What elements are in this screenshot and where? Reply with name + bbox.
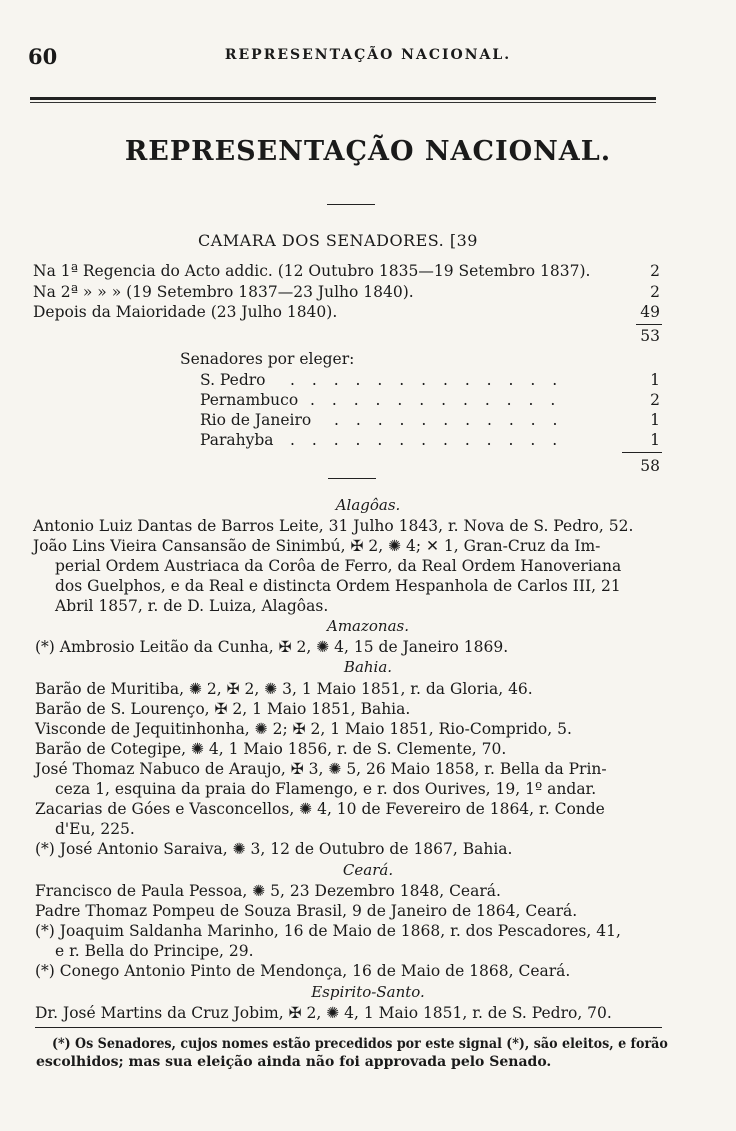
sum-rule bbox=[636, 324, 662, 325]
title-divider bbox=[327, 204, 375, 205]
entry-line: Zacarias de Góes e Vasconcellos, ✺ 4, 10 de Fevereiro de 1864, r. Conde bbox=[35, 800, 605, 818]
entry-line: (*) Conego Antonio Pinto de Mendonça, 16 de Maio de 1868, Ceará. bbox=[35, 962, 571, 980]
to-elect-count: 1 bbox=[650, 431, 660, 449]
section-heading-bahia: Bahia. bbox=[343, 658, 393, 676]
page-title: REPRESENTAÇÃO NACIONAL. bbox=[124, 136, 612, 167]
entry-line: João Lins Vieira Cansansão de Sinimbú, ✠ 2, ✺ 4; ✕ 1, Gran-Cruz da Im- bbox=[33, 537, 601, 555]
entry-line: Visconde de Jequitinhonha, ✺ 2; ✠ 2, 1 Maio 1851, Rio-Comprido, 5. bbox=[35, 720, 572, 738]
to-elect-count: 1 bbox=[650, 371, 660, 389]
entry-line: dos Guelphos, e da Real e distincta Ordem Hespanhola de Carlos III, 21 bbox=[55, 577, 621, 595]
leader-dots: . . . . . . . . . . . . . bbox=[290, 371, 564, 389]
subtotal: 53 bbox=[640, 327, 660, 345]
entry-line: Abril 1857, r. de D. Luiza, Alagôas. bbox=[55, 597, 329, 615]
entry-line: José Thomaz Nabuco de Araujo, ✠ 3, ✺ 5, 26 Maio 1858, r. Bella da Prin- bbox=[35, 760, 607, 778]
entry-line: Antonio Luiz Dantas de Barros Leite, 31 Julho 1843, r. Nova de S. Pedro, 52. bbox=[33, 517, 634, 535]
header-rule-thin bbox=[30, 102, 656, 103]
section-heading-espirito-santo: Espirito-Santo. bbox=[311, 983, 425, 1001]
section-divider bbox=[328, 478, 376, 479]
entry-line: (*) Ambrosio Leitão da Cunha, ✠ 2, ✺ 4, 15 de Janeiro 1869. bbox=[35, 638, 509, 656]
entry-line: ceza 1, esquina da praia do Flamengo, e r. dos Ourives, 19, 1º andar. bbox=[55, 780, 597, 798]
entry-line: d'Eu, 225. bbox=[55, 820, 135, 838]
regency-count: 2 bbox=[650, 262, 660, 280]
section-heading-ceara: Ceará. bbox=[342, 861, 394, 879]
section-heading-alagoas: Alagôas. bbox=[335, 496, 401, 514]
regency-count: 49 bbox=[640, 303, 660, 321]
leader-dots: . . . . . . . . . . . . . bbox=[290, 431, 564, 449]
regency-line: Na 1ª Regencia do Acto addic. (12 Outubro 1835—19 Setembro 1837). bbox=[33, 262, 591, 280]
entry-line: Barão de S. Lourenço, ✠ 2, 1 Maio 1851, Bahia. bbox=[35, 700, 411, 718]
regency-line: Na 2ª » » » (19 Setembro 1837—23 Julho 1840). bbox=[33, 283, 414, 301]
page-number: 60 bbox=[28, 44, 58, 69]
header-rule-thick bbox=[30, 97, 656, 100]
footnote-line: (*) Os Senadores, cujos nomes estão precedidos por este signal (*), são eleitos, e forão bbox=[52, 1036, 668, 1052]
entry-line: e r. Bella do Principe, 29. bbox=[55, 942, 254, 960]
to-elect-count: 2 bbox=[650, 391, 660, 409]
sum-rule bbox=[622, 452, 662, 453]
to-elect-name: Rio de Janeiro bbox=[200, 411, 312, 429]
to-elect-name: S. Pedro bbox=[200, 371, 266, 389]
to-elect-count: 1 bbox=[650, 411, 660, 429]
regency-line: Depois da Maioridade (23 Julho 1840). bbox=[33, 303, 338, 321]
regency-count: 2 bbox=[650, 283, 660, 301]
leader-dots: . . . . . . . . . . . bbox=[334, 411, 564, 429]
leader-dots: . . . . . . . . . . . . bbox=[310, 391, 562, 409]
to-elect-name: Pernambuco bbox=[200, 391, 299, 409]
entry-line: perial Ordem Austriaca da Corôa de Ferro, da Real Ordem Hanoveriana bbox=[55, 557, 622, 575]
section-heading-amazonas: Amazonas. bbox=[326, 617, 409, 635]
chamber-heading: CAMARA DOS SENADORES. [39 bbox=[198, 231, 478, 250]
to-elect-name: Parahyba bbox=[200, 431, 274, 449]
entry-line: (*) Joaquim Saldanha Marinho, 16 de Maio de 1868, r. dos Pescadores, 41, bbox=[35, 922, 621, 940]
entry-line: (*) José Antonio Saraiva, ✺ 3, 12 de Outubro de 1867, Bahia. bbox=[35, 840, 513, 858]
entry-line: Francisco de Paula Pessoa, ✺ 5, 23 Dezembro 1848, Ceará. bbox=[35, 882, 501, 900]
footnote-rule bbox=[35, 1027, 662, 1028]
running-title: REPRESENTAÇÃO NACIONAL. bbox=[224, 47, 512, 63]
entry-line: Padre Thomaz Pompeu de Souza Brasil, 9 de Janeiro de 1864, Ceará. bbox=[35, 902, 578, 920]
entry-line: Barão de Cotegipe, ✺ 4, 1 Maio 1856, r. de S. Clemente, 70. bbox=[35, 740, 507, 758]
to-elect-label: Senadores por eleger: bbox=[180, 350, 355, 368]
footnote-line: escolhidos; mas sua eleição ainda não foi approvada pelo Senado. bbox=[36, 1054, 552, 1070]
entry-line: Dr. José Martins da Cruz Jobim, ✠ 2, ✺ 4, 1 Maio 1851, r. de S. Pedro, 70. bbox=[35, 1004, 612, 1022]
total: 58 bbox=[640, 457, 660, 475]
entry-line: Barão de Muritiba, ✺ 2, ✠ 2, ✺ 3, 1 Maio 1851, r. da Gloria, 46. bbox=[35, 680, 533, 698]
